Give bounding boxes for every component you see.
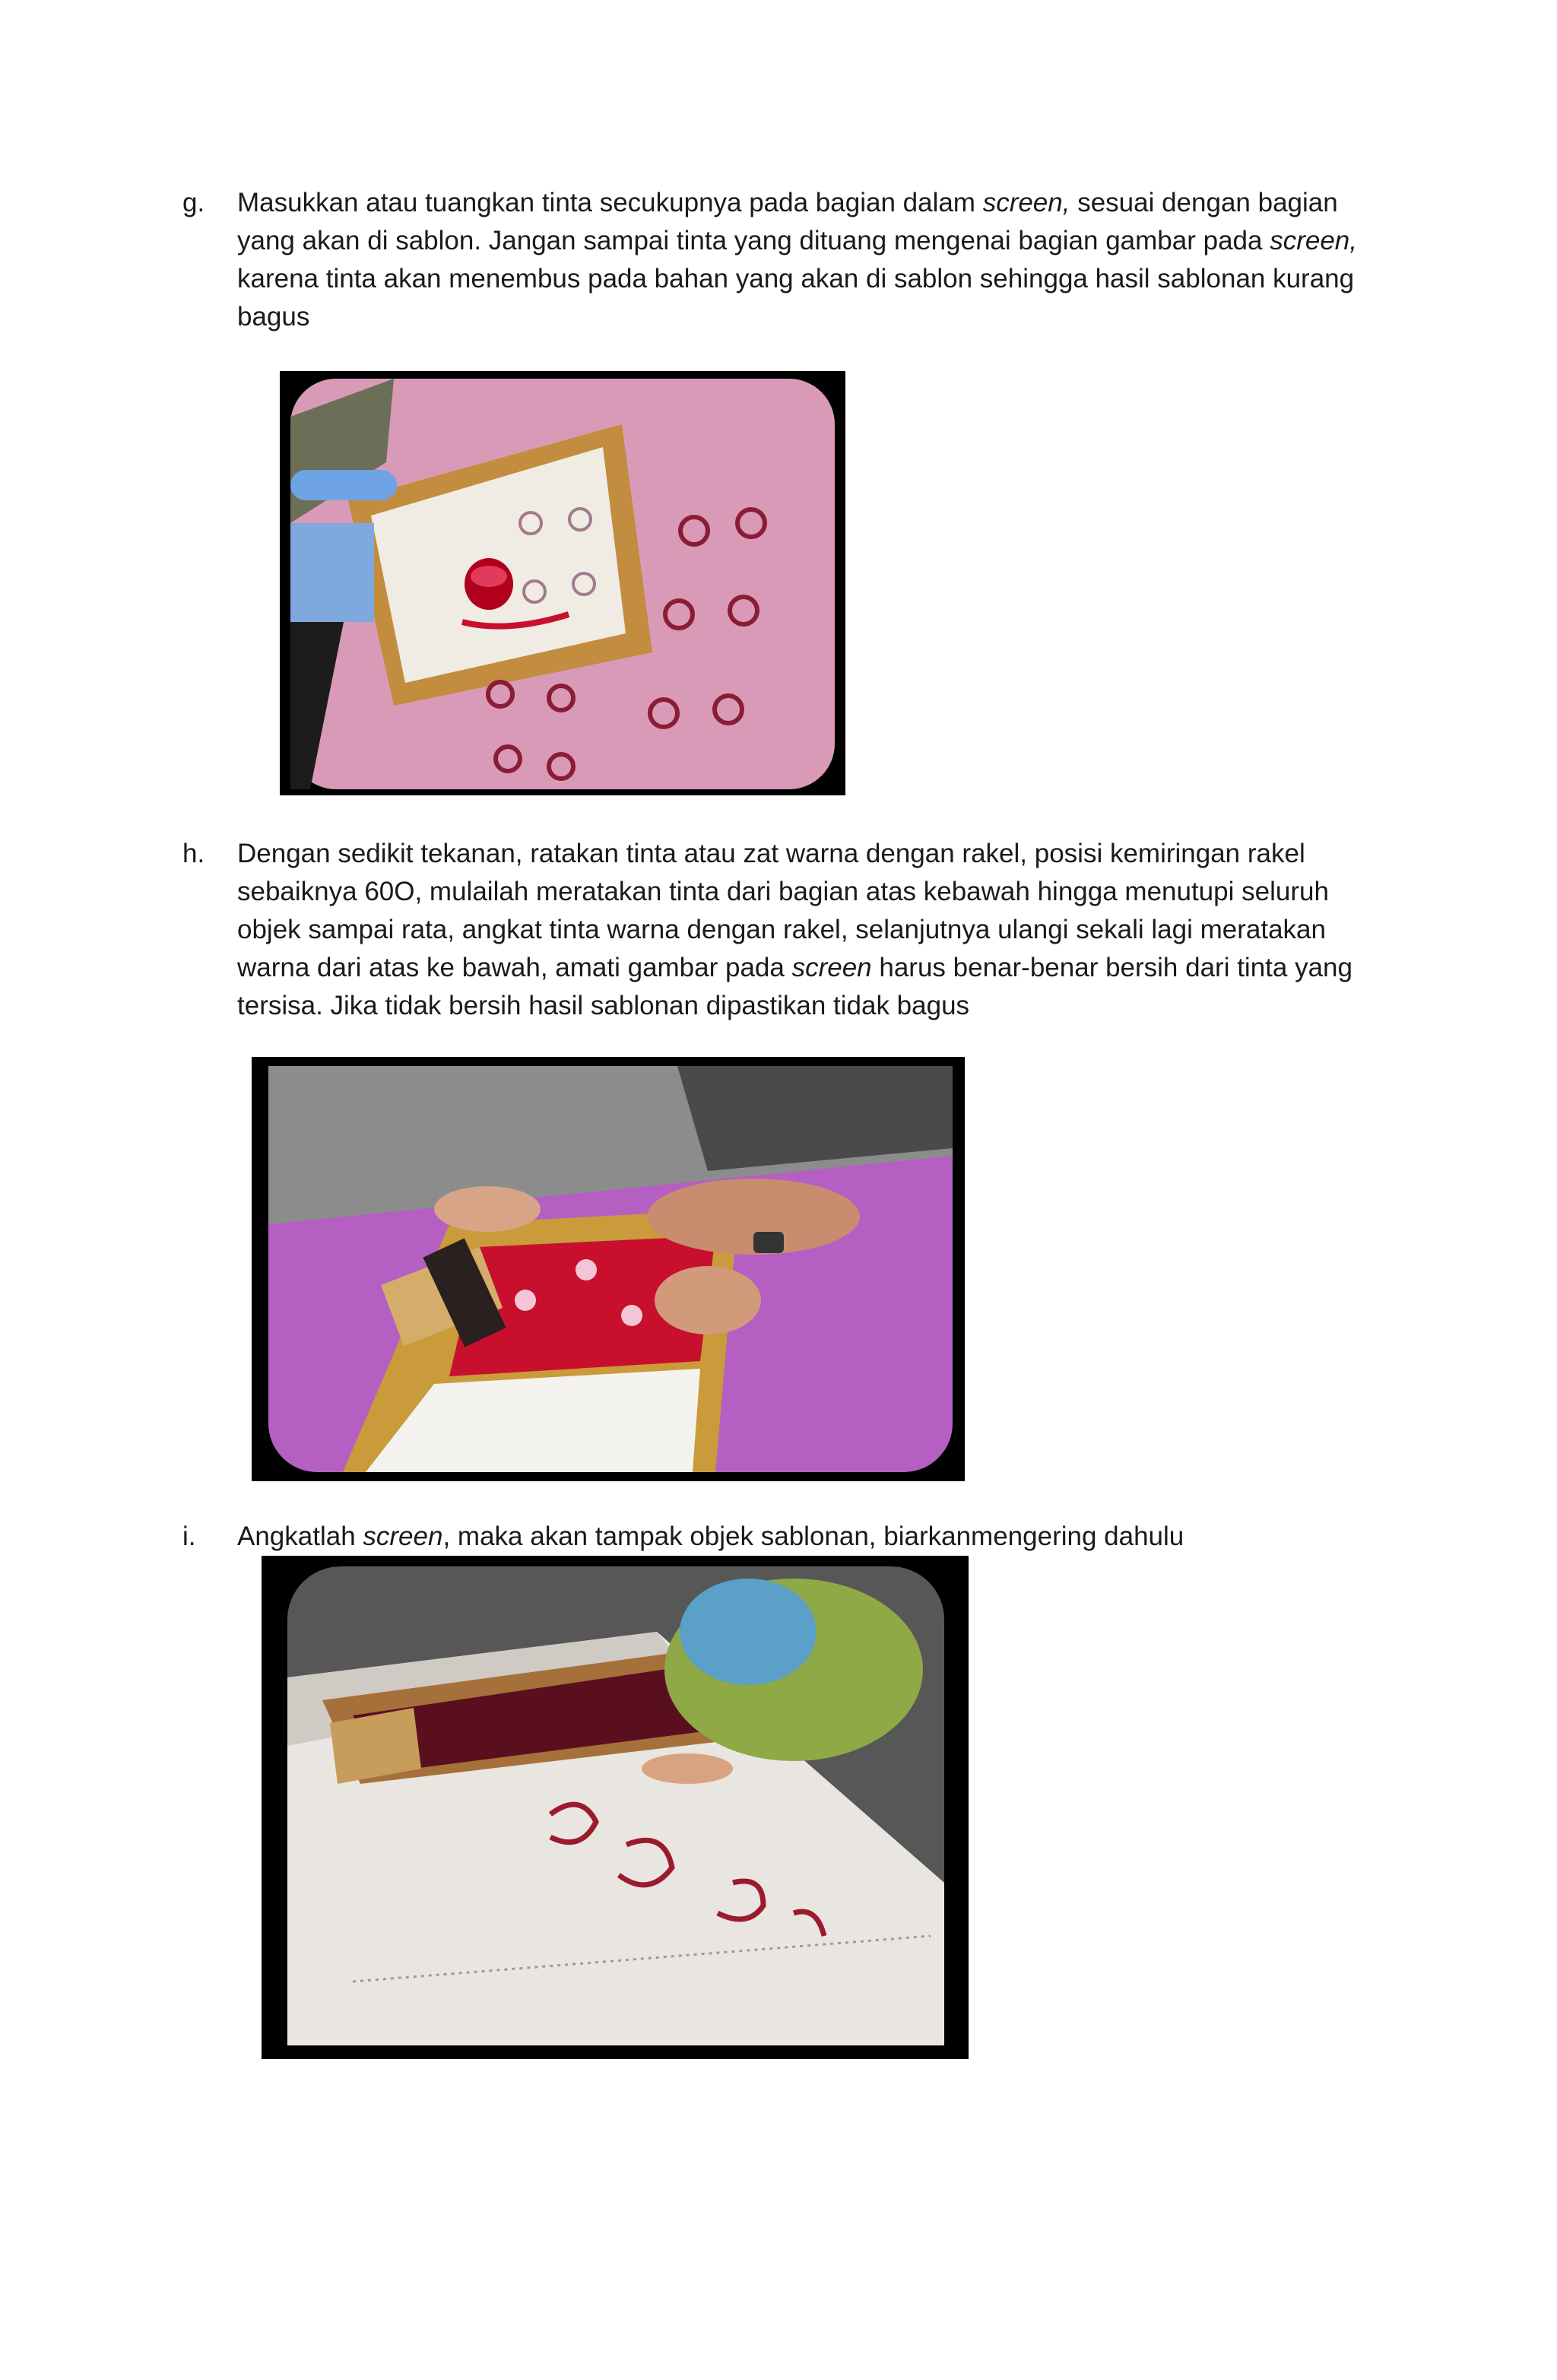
step-text: Angkatlah screen, maka akan tampak objek sablonan, biarkanmengering dahulu bbox=[237, 1522, 1184, 1551]
step-i bbox=[182, 1518, 1384, 1556]
photo-pouring-ink bbox=[280, 371, 845, 795]
step-text: Masukkan atau tuangkan tinta secukupnya pada bagian dalam screen, sesuai dengan bagian yang akan di sablon. Jangan sampai tinta yang dituang mengenai bagian gambar pada screen, karena tinta akan menembus pada bahan yang akan di sablon sehingga hasil sablonan kurang bagus bbox=[237, 188, 1357, 332]
step-marker: g. bbox=[182, 188, 205, 217]
photo-lifting-screen bbox=[262, 1556, 969, 2059]
photo-squeegee-spreading bbox=[252, 1057, 965, 1481]
step-text: Dengan sedikit tekanan, ratakan tinta atau zat warna dengan rakel, posisi kemiringan rakel sebaiknya 60O, mulailah meratakan tinta dari bagian atas kebawah hingga menutupi seluruh objek sampai rata, angkat tinta warna dengan rakel, selanjutnya ulangi sekali lagi meratakan warna dari atas ke bawah, amati gambar pada screen harus benar-benar bersih dari tinta yang tersisa. Jika tidak bersih hasil sablonan dipastikan tidak bagus bbox=[237, 839, 1352, 1020]
step-marker: h. bbox=[182, 839, 205, 868]
step-h bbox=[182, 835, 1384, 1025]
step-g bbox=[182, 184, 1384, 336]
step-marker: i. bbox=[182, 1522, 196, 1551]
